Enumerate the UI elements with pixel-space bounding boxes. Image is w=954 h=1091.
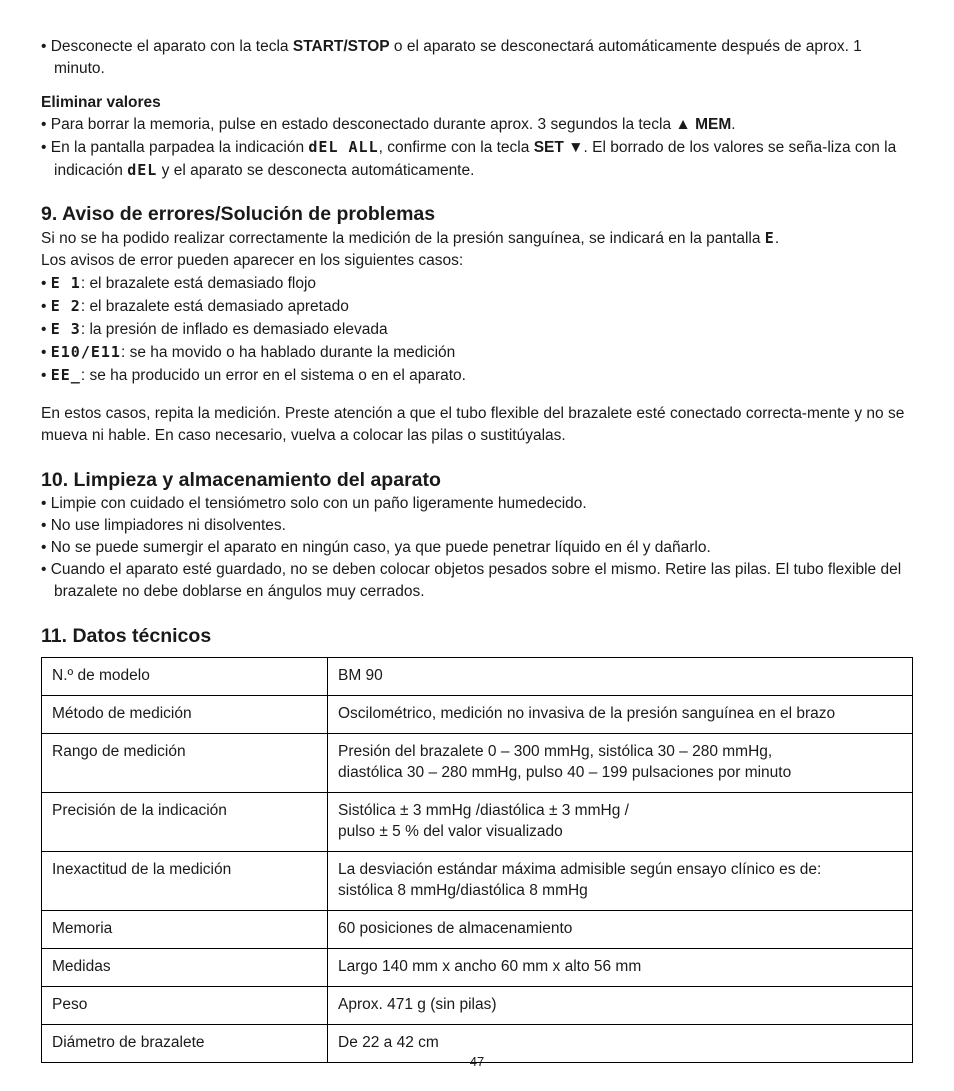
- display-code-del-all: dEL ALL: [308, 138, 379, 156]
- section-11-heading: 11. Datos técnicos: [41, 625, 212, 647]
- error-item: • E10/E11: se ha movido o ha hablado durante la medición: [41, 343, 456, 361]
- cleaning-bullet: • Limpie con cuidado el tensiómetro solo con un paño ligeramente humedecido.: [41, 495, 587, 512]
- spec-value-line: diastólica 30 – 280 mmHg, pulso 40 – 199 pulsaciones por minuto: [338, 764, 792, 781]
- spec-value-line: La desviación estándar máxima admisible según ensayo clínico es de:: [338, 861, 822, 878]
- spec-value: [328, 658, 913, 696]
- spec-label: Precisión de la indicación: [42, 793, 328, 852]
- section-9-intro: Si no se ha podido realizar correctamente la medición de la presión sanguínea, se indicará en la pantalla E.: [41, 229, 780, 247]
- spec-value: [328, 696, 913, 734]
- error-item: • E 1: el brazalete está demasiado flojo: [41, 274, 317, 292]
- spec-value-line: Presión del brazalete 0 – 300 mmHg, sistólica 30 – 280 mmHg,: [338, 743, 773, 760]
- error-code: E 3: [50, 320, 81, 338]
- arrow-down-icon: ▼: [568, 139, 584, 156]
- spec-value-line: Largo 140 mm x ancho 60 mm x alto 56 mm: [338, 958, 642, 975]
- error-item: • E 3: la presión de inflado es demasiado elevada: [41, 320, 388, 338]
- spec-value: [328, 949, 913, 987]
- spec-row: [42, 852, 913, 911]
- spec-row: [42, 949, 913, 987]
- spec-value-line: Sistólica ± 3 mmHg /diastólica ± 3 mmHg /: [338, 802, 629, 819]
- section-9-cases: Los avisos de error pueden aparecer en los siguientes casos:: [41, 252, 464, 269]
- spec-value: [328, 793, 913, 852]
- error-code: EE_: [50, 366, 81, 384]
- spec-value-line: sistólica 8 mmHg/diastólica 8 mmHg: [338, 882, 588, 899]
- page-number: 47: [469, 1054, 485, 1069]
- spec-value-line: BM 90: [338, 667, 383, 684]
- error-code: E 2: [50, 297, 81, 315]
- start-stop-key: START/STOP: [292, 38, 390, 55]
- spec-value-line: 60 posiciones de almacenamiento: [338, 920, 573, 937]
- spec-row: [42, 911, 913, 949]
- spec-value-line: De 22 a 42 cm: [338, 1034, 439, 1051]
- intro-bullet: • Desconecte el aparato con la tecla START/STOP o el aparato se desconectará automáticamente después de aprox. 1 minuto.: [41, 38, 862, 77]
- spec-row: [42, 734, 913, 793]
- document-page: [41, 36, 913, 1063]
- spec-label: Medidas: [42, 949, 328, 987]
- spec-label: Diámetro de brazalete: [42, 1025, 328, 1063]
- cleaning-bullet: • Cuando el aparato esté guardado, no se deben colocar objetos pesados sobre el mismo. Retire las pilas. El tubo flexible del brazalete no debe doblarse en ángulos muy cerrados.: [41, 561, 902, 600]
- eliminar-valores-title: Eliminar valores: [41, 94, 161, 111]
- spec-label: Memoria: [42, 911, 328, 949]
- display-code-del: dEL: [127, 161, 158, 179]
- eliminar-bullet-2: • En la pantalla parpadea la indicación dEL ALL, confirme con la tecla SET ▼. El borrado de los valores se seña-liza con la indicación dEL y el aparato se desconecta automáticamente.: [41, 138, 897, 179]
- spec-value-line: pulso ± 5 % del valor visualizado: [338, 823, 563, 840]
- spec-row: [42, 658, 913, 696]
- spec-label: Peso: [42, 987, 328, 1025]
- arrow-up-icon: ▲: [675, 116, 691, 133]
- spec-value: [328, 911, 913, 949]
- cleaning-bullet: • No use limpiadores ni disolventes.: [41, 517, 286, 534]
- section-10-heading: 10. Limpieza y almacenamiento del aparato: [41, 469, 441, 491]
- section-9-heading: 9. Aviso de errores/Solución de problemas: [41, 203, 436, 225]
- section-9-advice: En estos casos, repita la medición. Preste atención a que el tubo flexible del brazalete esté conectado correcta-mente y no se mueva ni hable. En caso necesario, vuelva a colocar las pilas o sustitúyalas.: [41, 405, 905, 444]
- spec-value: [328, 987, 913, 1025]
- cleaning-bullet: • No se puede sumergir el aparato en ningún caso, ya que puede penetrar líquido en él y dañarlo.: [41, 539, 711, 556]
- technical-data-table: [41, 657, 913, 1063]
- error-code: E10/E11: [50, 343, 121, 361]
- spec-row: [42, 696, 913, 734]
- spec-label: Rango de medición: [42, 734, 328, 793]
- spec-row: [42, 793, 913, 852]
- spec-value-line: Oscilométrico, medición no invasiva de la presión sanguínea en el brazo: [338, 705, 836, 722]
- spec-label: N.º de modelo: [42, 658, 328, 696]
- spec-label: Método de medición: [42, 696, 328, 734]
- display-code-e: E: [764, 229, 775, 247]
- spec-value: [328, 852, 913, 911]
- eliminar-bullet-1: • Para borrar la memoria, pulse en estado desconectado durante aprox. 3 segundos la tecla ▲ MEM.: [41, 116, 736, 133]
- error-code: E 1: [50, 274, 81, 292]
- error-item: • EE_: se ha producido un error en el sistema o en el aparato.: [41, 366, 466, 384]
- spec-label: Inexactitud de la medición: [42, 852, 328, 911]
- spec-value-line: Aprox. 471 g (sin pilas): [338, 996, 497, 1013]
- spec-value: [328, 734, 913, 793]
- spec-row: [42, 987, 913, 1025]
- error-item: • E 2: el brazalete está demasiado apretado: [41, 297, 349, 315]
